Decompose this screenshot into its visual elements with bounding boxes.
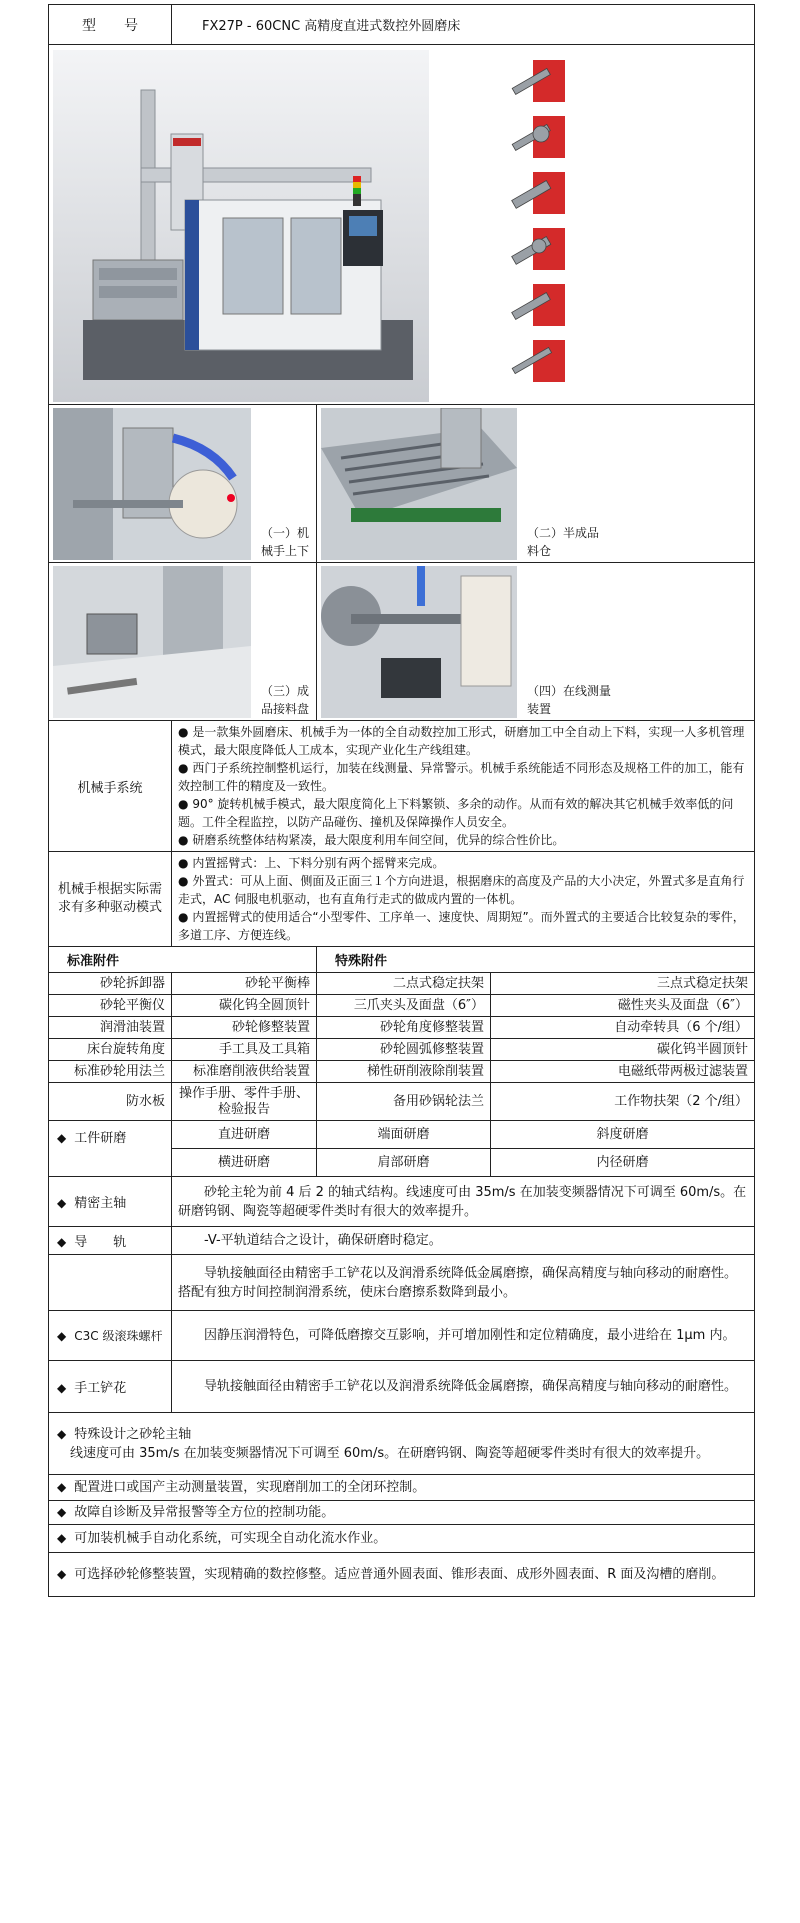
accessory-cell: 三爪夹头及面盘（6″） [317,995,491,1017]
photo-cell-1 [49,406,316,562]
diamond-icon: ◆ [57,1381,67,1395]
accessory-row [49,1017,755,1039]
accessory-cell: 砂轮修整装置 [172,1017,317,1039]
feature-cell [49,1553,755,1597]
accessory-cell: 备用砂锅轮法兰 [317,1083,491,1121]
drive-mode-row [49,852,755,947]
spindle-parts-column [505,60,565,400]
accessory-cell: 手工具及工具箱 [172,1039,317,1061]
diamond-icon: ◆ [57,1505,67,1519]
spindle-row [49,1177,755,1227]
rail-detail-text: 导轨接触面径由精密手工铲花以及润滑系统降低金属磨擦，确保高精度与轴向移动的耐磨性。搭配有独方时间控制润滑系统，使床台磨擦系数降到最小。 [172,1255,755,1311]
special-spindle-title: 特殊设计之砂轮主轴 [74,1426,192,1442]
accessory-row [49,1061,755,1083]
accessory-cell: 磁性夹头及面盘（6″） [491,995,755,1017]
scraping-row [49,1361,755,1413]
feature-cell [49,1525,755,1553]
robot-item: ● 研磨系统整体结构紧凑，最大限度利用车间空间，优异的综合性价比。 [178,833,565,847]
standard-accessories-title: 标准附件 [49,947,317,973]
accessory-cell: 碳化钨全圆顶针 [172,995,317,1017]
grinding-row-1 [49,1121,755,1149]
feature-text: 故障自诊断及异常报警等全方位的控制功能。 [74,1505,335,1520]
spindle-text: 砂轮主轮为前 4 后 2 的轴式结构。线速度可由 35m/s 在加装变频器情况下可调至 60m/s。在研磨钨钢、陶瓷等超硬零件类时有很大的效率提升。 [172,1177,755,1227]
photo-cell-2 [317,406,754,562]
ballscrew-row [49,1311,755,1361]
accessory-cell: 工作物扶架（2 个/组） [491,1083,755,1121]
diamond-icon: ◆ [57,1196,67,1210]
rail-detail-row [49,1255,755,1311]
spec-sheet [48,4,754,1597]
spec-table [48,4,755,1597]
grinding-mode: 斜度研磨 [491,1121,755,1149]
scraping-label: 手工铲花 [74,1381,127,1396]
grinding-mode: 肩部研磨 [317,1149,491,1177]
grinding-label-cell [49,1121,172,1177]
scraping-label-cell [49,1361,172,1413]
accessory-cell: 电磁纸带两极过滤装置 [491,1061,755,1083]
robot-item: ● 90° 旋转机械手模式，最大限度简化上下料繁锁、多余的动作。从而有效的解决其它机械手效率低的问题。工件全程监控，以防产品碰伤、撞机及保障操作人员安全。 [178,797,734,829]
diamond-icon: ◆ [57,1567,67,1581]
accessory-cell: 标准砂轮用法兰 [49,1061,172,1083]
drive-item: ● 外置式：可从上面、侧面及正面三１个方向进退，根据磨床的高度及产品的大小决定，外置式多是直角行走式，AC 伺服电机驱动，也有直角行走式的做成内置的一体机。 [178,874,745,906]
accessory-cell: 床台旋转角度 [49,1039,172,1061]
grinding-mode: 直进研磨 [172,1121,317,1149]
accessory-cell: 防水板 [49,1083,172,1121]
feature-text: 可选择砂轮修整装置，实现精确的数控修整。适应普通外圆表面、锥形表面、成形外圆表面、R 面及沟槽的磨削。 [74,1567,725,1582]
grinding-mode: 横进研磨 [172,1149,317,1177]
drive-mode-text [172,852,755,947]
accessory-cell: 砂轮平衡棒 [172,973,317,995]
robot-system-text [172,721,755,852]
accessory-cell: 碳化钨半圆顶针 [491,1039,755,1061]
product-image-row [49,45,755,405]
accessory-row [49,973,755,995]
model-label: 型 号 [49,5,172,45]
product-gallery [49,46,754,404]
finished-tray-photo [53,566,251,718]
special-spindle-text: 线速度可由 35m/s 在加装变频器情况下可调至 60m/s。在研磨钨钢、陶瓷等超硬零件类时有很大的效率提升。 [70,1445,710,1461]
special-accessories-title: 特殊附件 [317,947,755,973]
blank-magazine-photo [321,408,517,560]
accessory-cell: 三点式稳定扶架 [491,973,755,995]
robot-item: ● 是一款集外圆磨床、机械手为一体的全自动数控加工形式，研磨加工中全自动上下料，实现一人多机管理模式，最大限度降低人工成本，实现产业化生产线组建。 [178,725,745,757]
feature-text: 可加装机械手自动化系统，可实现全自动化流水作业。 [74,1531,387,1546]
accessory-cell: 砂轮圆弧修整装置 [317,1039,491,1061]
drive-item: ● 内置摇臂式的使用适合“小型零件、工序单一、速度快、周期短”。而外置式的主要适合比较复杂的零件，多道工序、方便连线。 [178,910,745,942]
accessory-cell: 砂轮平衡仪 [49,995,172,1017]
accessory-row [49,995,755,1017]
diamond-icon: ◆ [57,1235,67,1249]
feature-row [49,1525,755,1553]
robot-loading-photo [53,408,251,560]
accessory-cell: 砂轮拆卸器 [49,973,172,995]
diamond-icon: ◆ [57,1329,67,1343]
caption-finished-tray: （三）成品接料盘 [261,683,310,716]
feature-text: 配置进口或国产主动测量装置，实现磨削加工的全闭环控制。 [74,1480,426,1495]
feature-cell [49,1475,755,1501]
diamond-icon: ◆ [57,1531,67,1545]
feature-cell [49,1501,755,1525]
accessory-row [49,1083,755,1121]
ballscrew-label: C3C 级滚珠螺杆 [74,1329,163,1343]
rail-label-cell [49,1227,172,1255]
spindle-label: 精密主轴 [74,1196,127,1211]
grinding-mode: 内径研磨 [491,1149,755,1177]
accessory-cell: 润滑油装置 [49,1017,172,1039]
machine-photo [53,50,429,402]
accessory-cell: 标准磨削液供给装置 [172,1061,317,1083]
photo-cell-4 [317,564,754,720]
photo-row-2 [49,563,755,721]
special-spindle-cell [49,1413,755,1475]
spindle-label-cell [49,1177,172,1227]
accessory-cell: 砂轮角度修整装置 [317,1017,491,1039]
ballscrew-label-cell [49,1311,172,1361]
special-spindle-row [49,1413,755,1475]
feature-row [49,1553,755,1597]
measuring-device-photo [321,566,517,718]
robot-item: ● 西门子系统控制整机运行，加装在线测量、异常警示。机械手系统能适不同形态及规格工件的加工，能有效控制工件的精度及一致性。 [178,761,745,793]
caption-robot-loading: （一）机械手上下 [261,525,310,558]
diamond-icon: ◆ [57,1426,67,1441]
accessory-cell: 操作手册、零件手册、检验报告 [172,1083,317,1121]
drive-mode-label: 机械手根据实际需求有多种驱动模式 [49,852,172,947]
accessory-cell: 二点式稳定扶架 [317,973,491,995]
rail-label: 导 轨 [74,1235,127,1250]
accessory-cell: 梯性研削液除削装置 [317,1061,491,1083]
photo-cell-3 [49,564,316,720]
drive-item: ● 内置摇臂式：上、下料分别有两个摇臂来完成。 [178,856,445,870]
robot-system-label: 机械手系统 [49,721,172,852]
robot-system-row [49,721,755,852]
diamond-icon: ◆ [57,1131,67,1145]
rail-text: -V-平轨道结合之设计，确保研磨时稳定。 [172,1227,755,1255]
accessory-row [49,1039,755,1061]
accessories-header-row [49,947,755,973]
accessory-cell: 自动牵转具（6 个/组） [491,1017,755,1039]
caption-measuring-device: （四）在线测量装置 [527,683,612,716]
model-name: FX27P - 60CNC 高精度直进式数控外圆磨床 [172,5,755,45]
diamond-icon: ◆ [57,1480,67,1494]
grinding-label: 工件研磨 [74,1131,127,1146]
photo-row-1 [49,405,755,563]
feature-row [49,1475,755,1501]
model-row [49,5,755,45]
scraping-text: 导轨接触面径由精密手工铲花以及润滑系统降低金属磨擦，确保高精度与轴向移动的耐磨性。 [172,1361,755,1413]
rail-row [49,1227,755,1255]
caption-blank-magazine: （二）半成品料仓 [527,525,600,558]
grinding-mode: 端面研磨 [317,1121,491,1149]
ballscrew-text: 因静压润滑特色，可降低磨擦交互影响，并可增加刚性和定位精确度，最小进给在 1μm 内。 [172,1311,755,1361]
feature-row [49,1501,755,1525]
